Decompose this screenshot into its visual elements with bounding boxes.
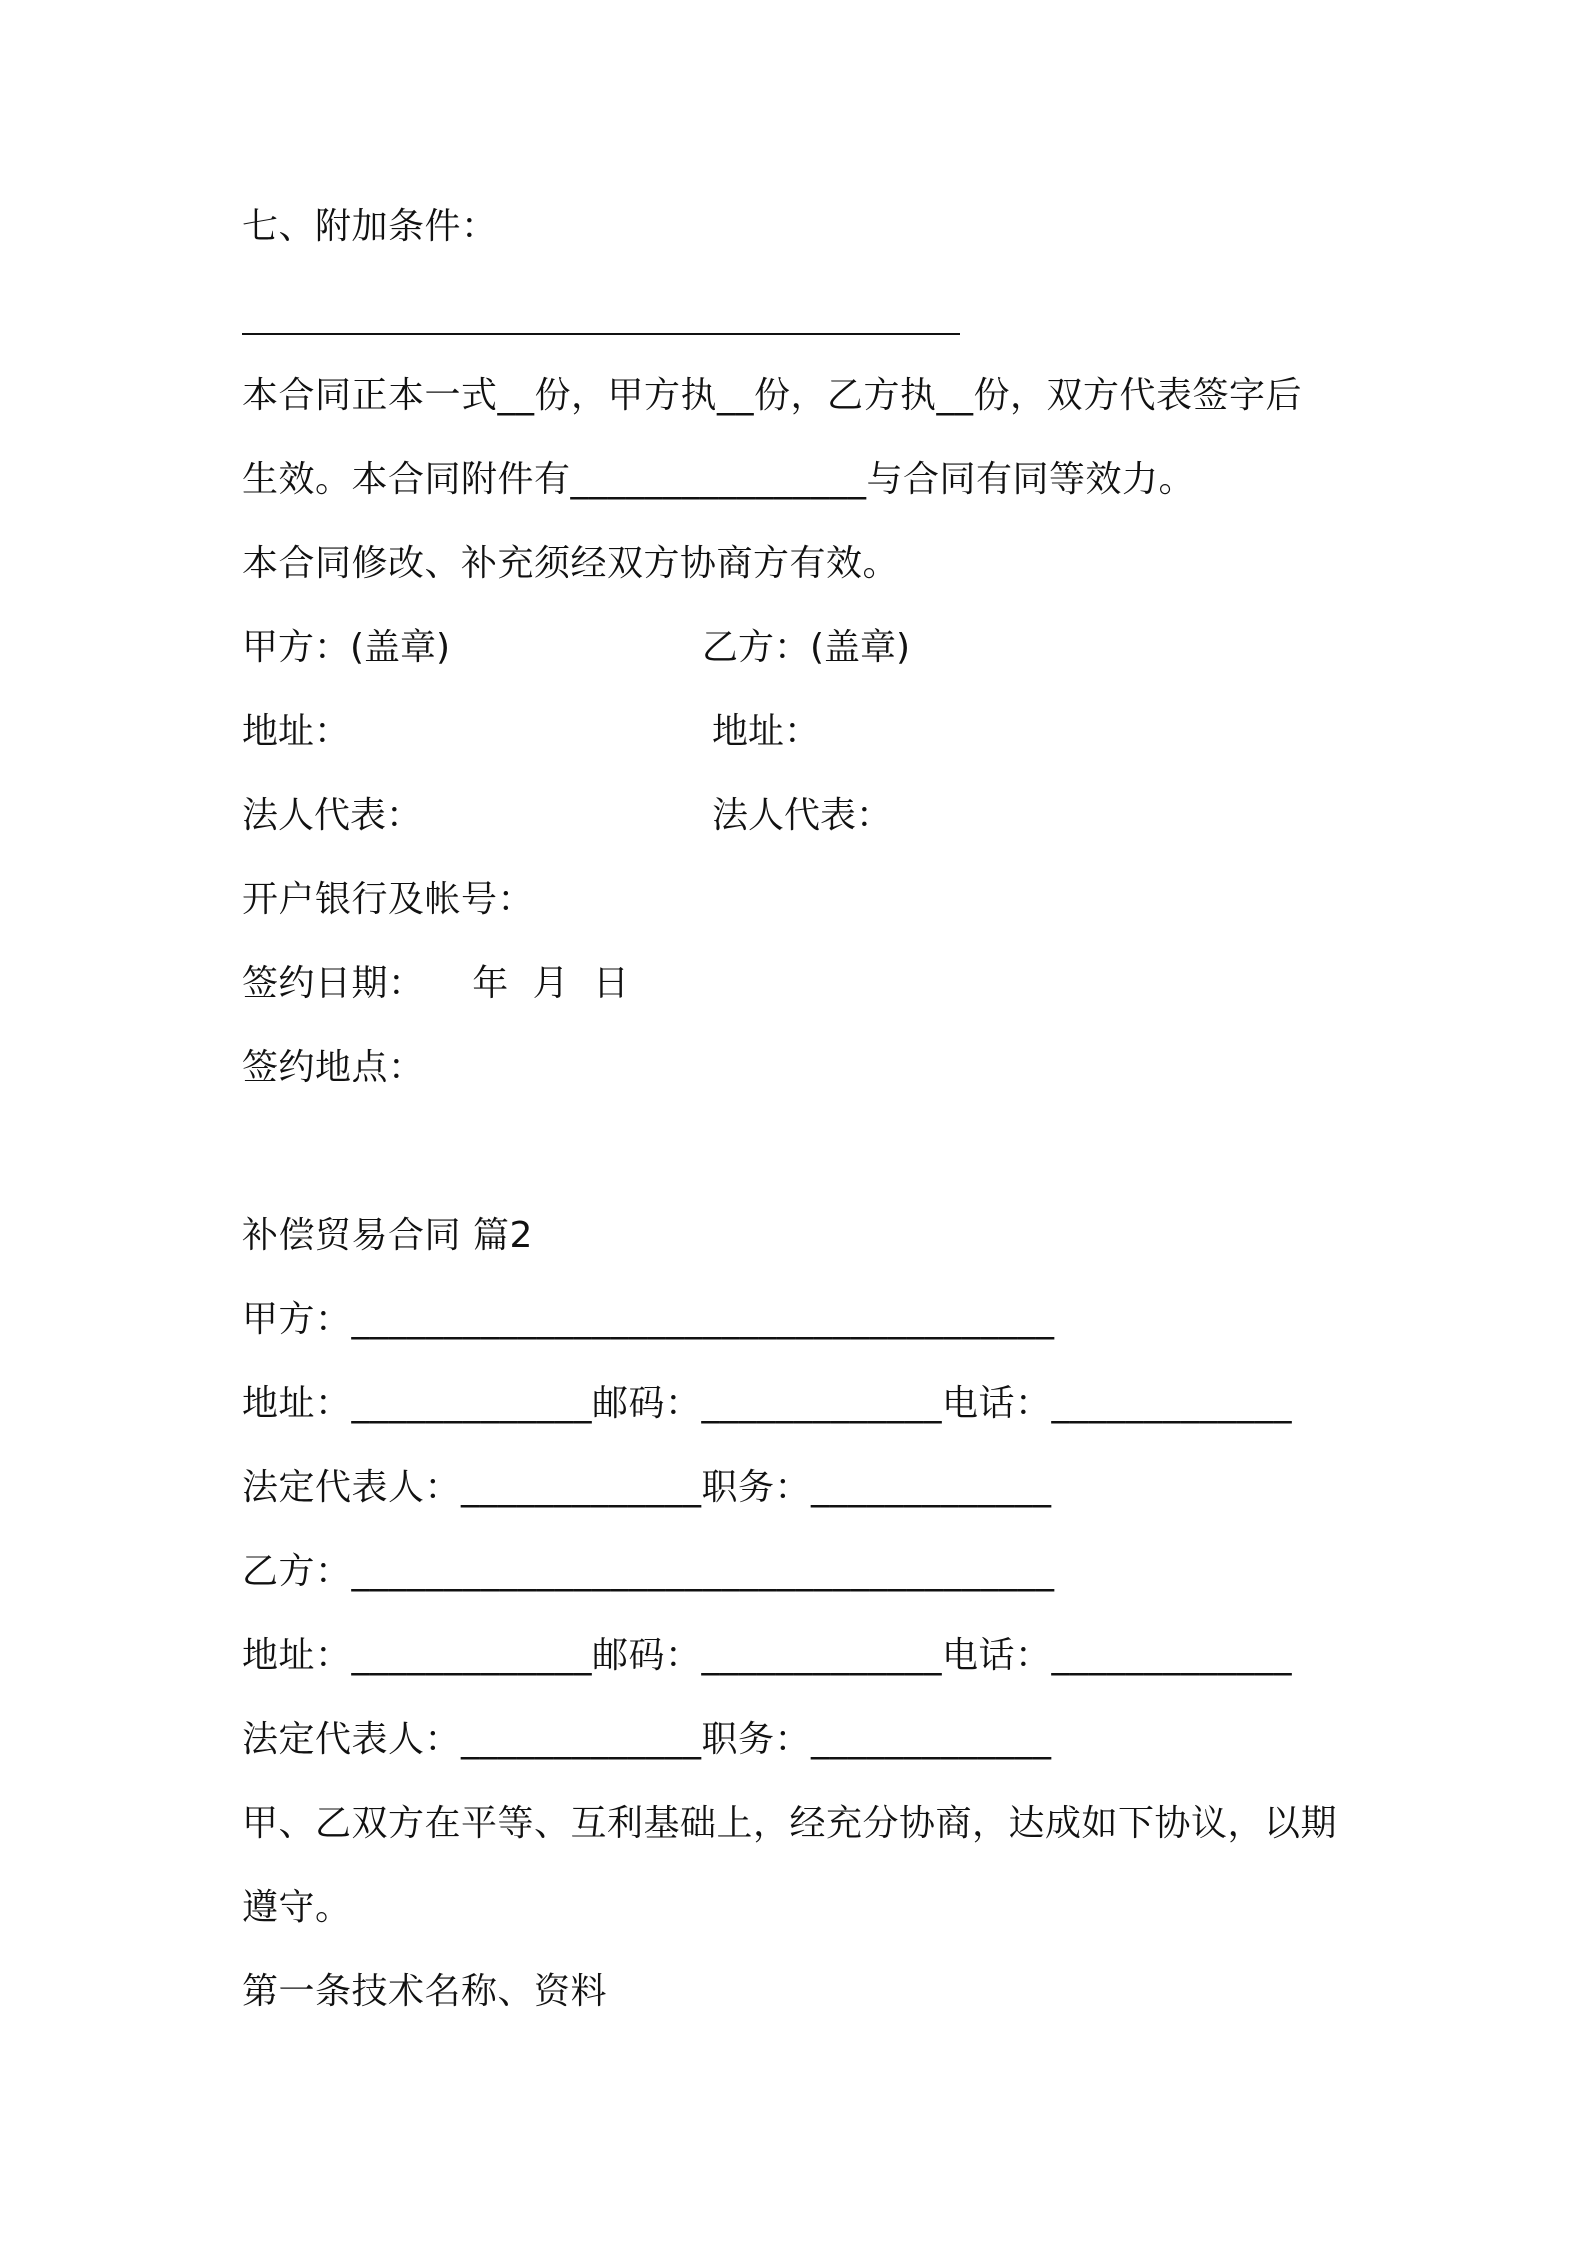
c2-article-1-heading: 第一条技术名称、资料 xyxy=(242,1971,608,2012)
c2-party-b-contact: 地址：_____________邮码：_____________电话：_____________ xyxy=(242,1635,1293,1676)
section-7-title: 七、附加条件： xyxy=(242,206,498,247)
c2-party-a-rep: 法定代表人：_____________职务：_____________ xyxy=(242,1467,1052,1508)
c2-intro-line-2: 遵守。 xyxy=(242,1887,352,1928)
party-a-seal: 甲方：(盖章) xyxy=(242,627,451,668)
contract-2-title: 补偿贸易合同 篇2 xyxy=(242,1215,533,1256)
party-b-legal-rep: 法人代表： xyxy=(712,795,893,836)
copies-clause-line-2: 生效。本合同附件有________________与合同有同等效力。 xyxy=(242,459,1196,500)
party-b-address: 地址： xyxy=(712,711,821,752)
sign-date: 签约日期： 年 月 日 xyxy=(242,963,630,1004)
copies-clause-line-1: 本合同正本一式__份，甲方执__份，乙方执__份，双方代表签字后 xyxy=(242,375,1303,416)
amendment-clause: 本合同修改、补充须经双方协商方有效。 xyxy=(242,543,900,584)
c2-party-a-contact: 地址：_____________邮码：_____________电话：_____________ xyxy=(242,1383,1293,1424)
party-b-seal: 乙方：(盖章) xyxy=(702,627,911,668)
blank-fill-line xyxy=(242,333,960,335)
party-a-address: 地址： xyxy=(242,711,351,752)
c2-party-a: 甲方：______________________________________ xyxy=(242,1299,1055,1340)
sign-place: 签约地点： xyxy=(242,1047,425,1088)
bank-account: 开户银行及帐号： xyxy=(242,879,535,920)
c2-party-b-rep: 法定代表人：_____________职务：_____________ xyxy=(242,1719,1052,1760)
party-a-legal-rep: 法人代表： xyxy=(242,795,423,836)
c2-intro-line-1: 甲、乙双方在平等、互利基础上，经充分协商，达成如下协议，以期 xyxy=(242,1803,1338,1844)
c2-party-b: 乙方：______________________________________ xyxy=(242,1551,1055,1592)
